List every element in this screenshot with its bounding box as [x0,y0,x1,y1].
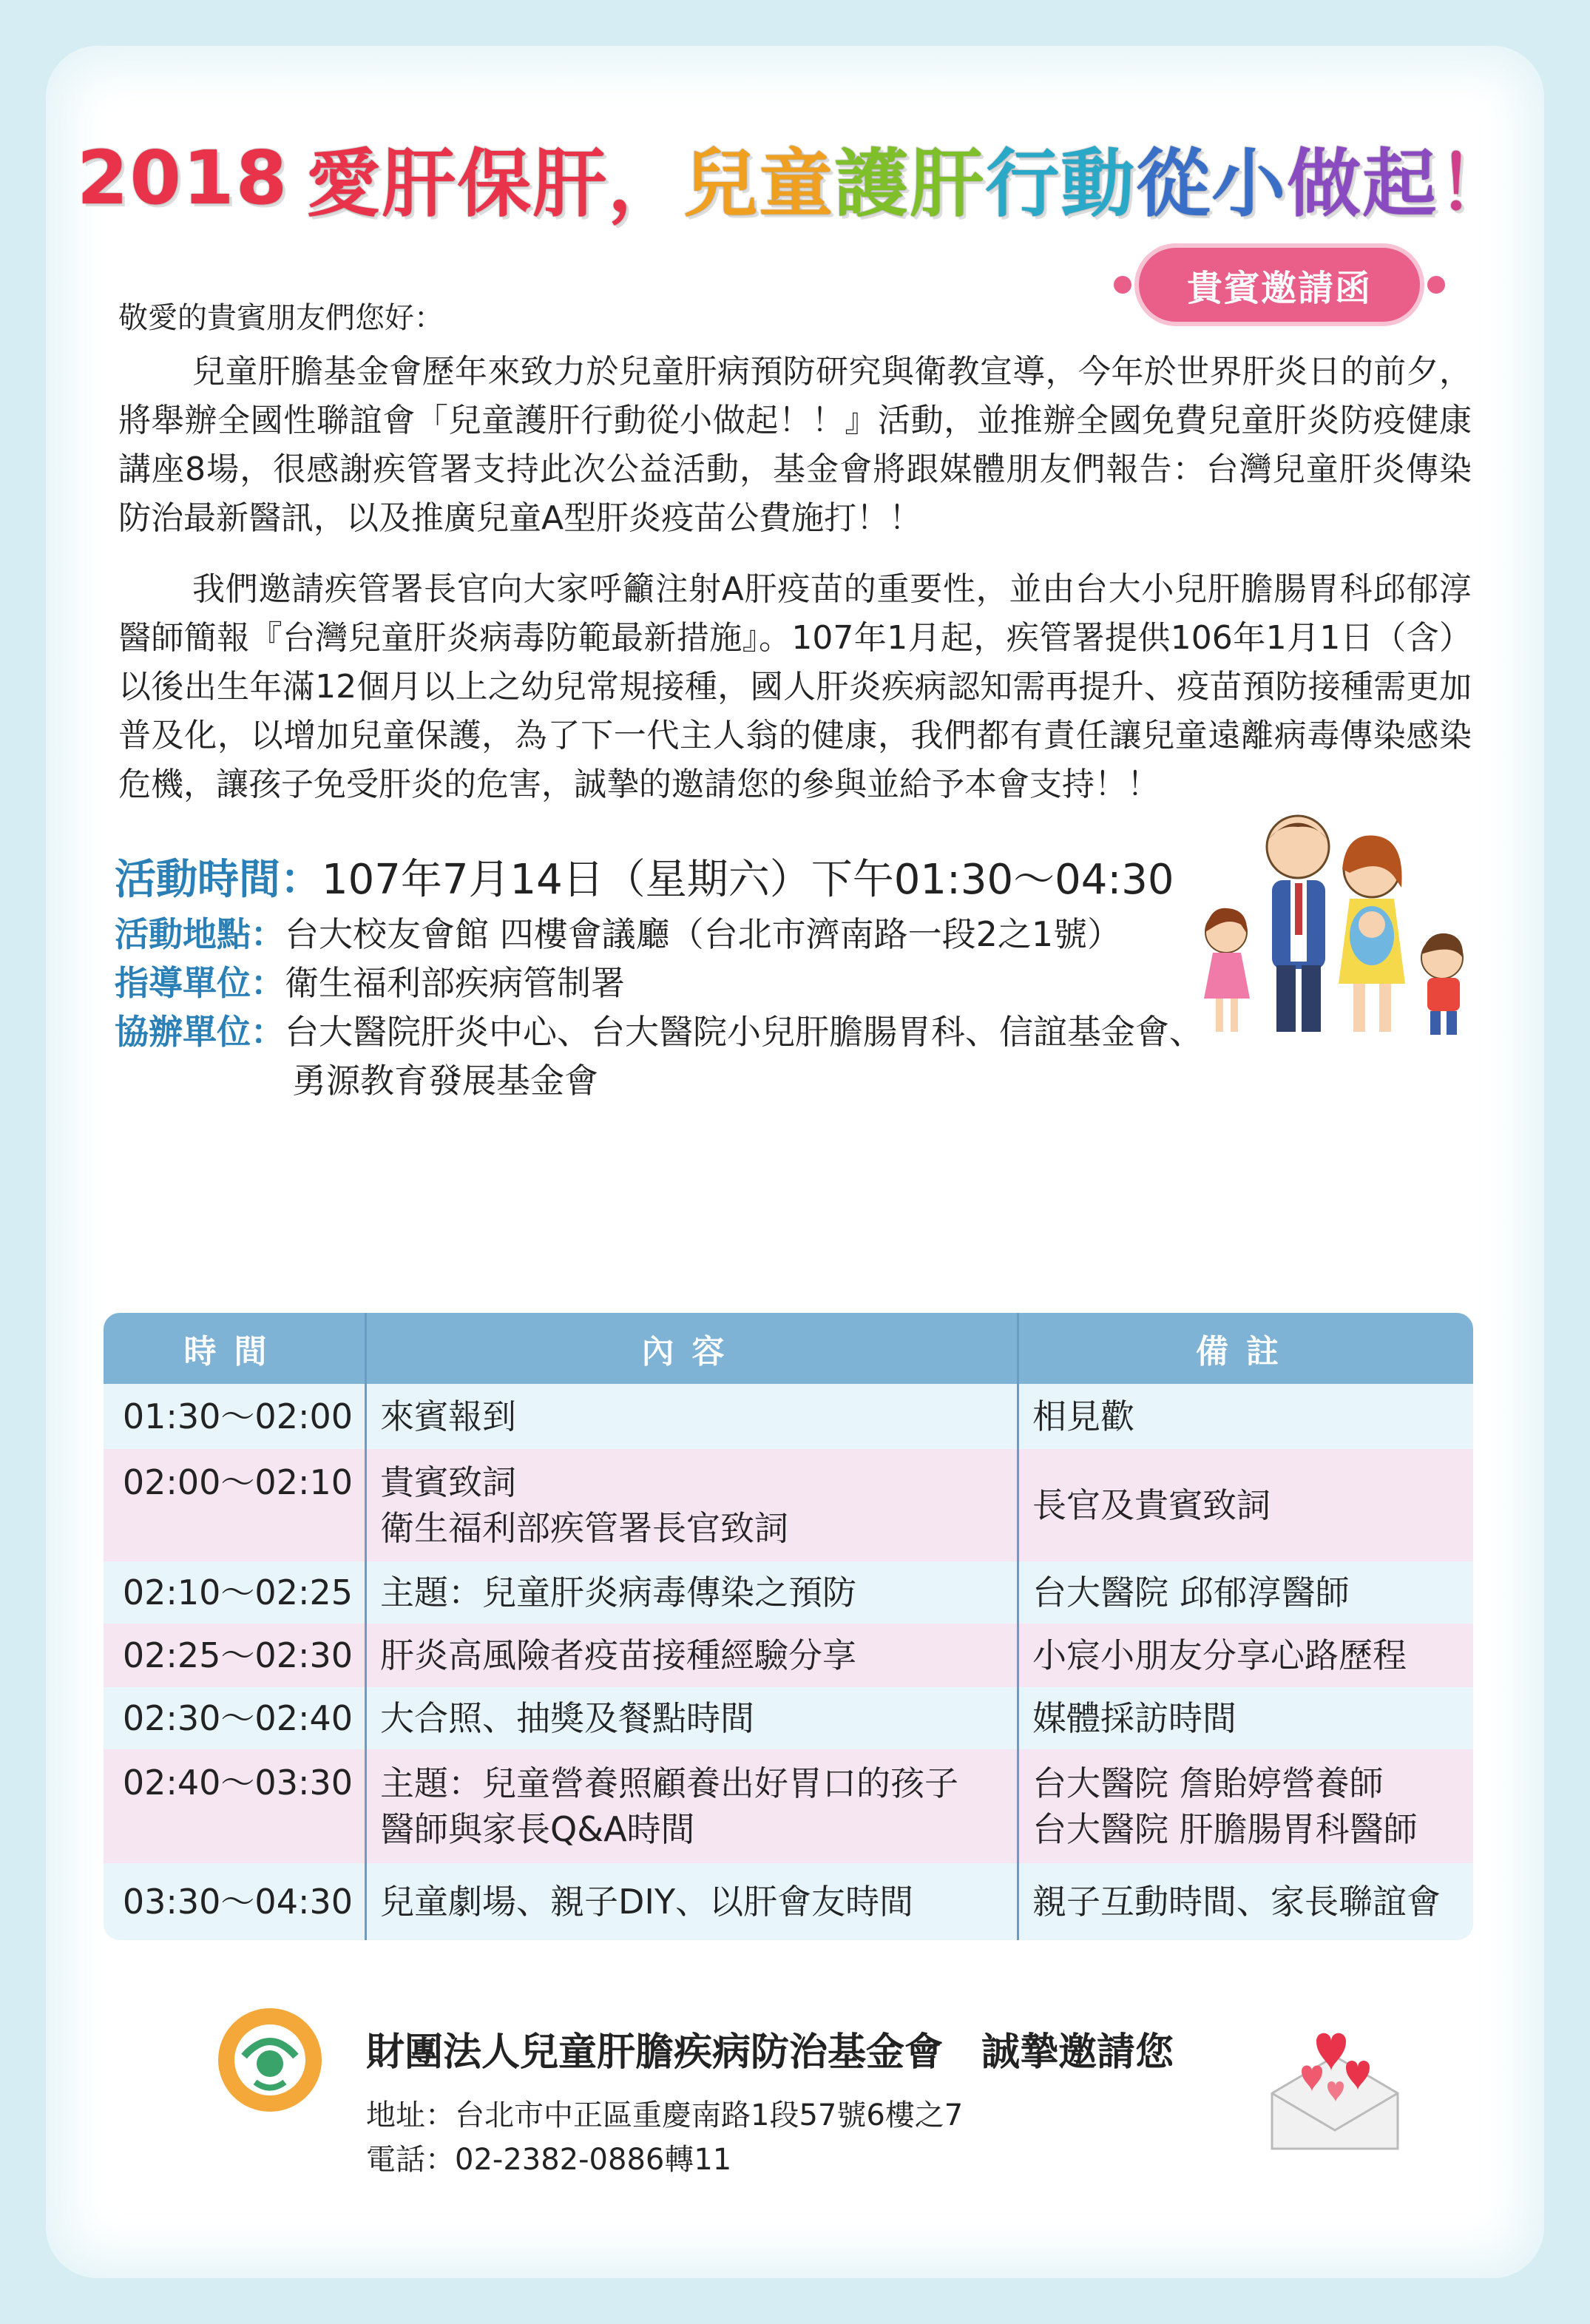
table-row-content: 兒童劇場、親子DIY、以肝會友時間 [367,1863,1019,1940]
table-header-content: 內容 [367,1313,1019,1384]
table-row-note [1019,1749,1473,1863]
address: 地址：台北市中正區重慶南路1段57號6樓之7 [366,2098,964,2132]
title-part-e: 從小 [1136,141,1288,227]
event-time-label: 活動時間： [115,856,322,904]
event-co-label: 協辦單位： [115,1012,285,1052]
table-row-time: 03:30～04:30 [104,1863,367,1940]
table-row-time: 02:00～02:10 [104,1449,367,1561]
title-year: 2018 [76,134,289,221]
paragraph-intro: 兒童肝膽基金會歷年來致力於兒童肝病預防研究與衛教宣導，今年於世界肝炎日的前夕，將舉辦全國性聯誼會「兒童護肝行動從小做起！！』活動，並推辦全國免費兒童肝炎防疫健康講座8場，很感謝疾管署支持此次公益活動，基金會將跟媒體朋友們報告：台灣兒童肝炎傳染防治最新醫訊，以及推廣兒童A型肝炎疫苗公費施打！！ [118,353,1472,537]
title-part-b: 兒童 [683,141,835,227]
event-co-value-cont: 勇源教育發展基金會 [292,1061,598,1101]
event-time-row [115,851,1203,910]
table-row-content-line: 醫師與家長Q&A時間 [380,1809,695,1849]
table-row-time: 02:30～02:40 [104,1687,367,1749]
table-header-time: 時間 [104,1313,367,1384]
event-co-value: 台大醫院肝炎中心、台大醫院小兒肝膽腸胃科、信誼基金會、 [285,1012,1203,1052]
event-guide-row [115,959,1203,1007]
paragraph-details: 我們邀請疾管署長官向大家呼籲注射A肝疫苗的重要性，並由台大小兒肝膽腸胃科邱郁淳醫師簡報『台灣兒童肝炎病毒防範最新措施』。107年1月起，疾管署提供106年1月1日（含）以後出生年滿12個月以上之幼兒常規接種，國人肝炎疾病認知需再提升、疫苗預防接種需更加普及化，以增加兒童保護，為了下一代主人翁的健康，我們都有責任讓兒童遠離病毒傳染感染危機，讓孩子免受肝炎的危害，誠摯的邀請您的參與並給予本會支持！！ [118,570,1472,803]
title-part-g: ！ [1438,141,1514,227]
event-place-label: 活動地點： [115,914,285,954]
phone: 電話：02-2382-0886轉11 [366,2143,732,2177]
table-row-content-line: 主題：兒童營養照顧養出好胃口的孩子 [380,1763,958,1803]
title-part-c: 護肝 [834,141,986,227]
schedule-table [104,1313,1473,1940]
event-info [115,851,1203,1105]
table-row-time: 02:10～02:25 [104,1561,367,1624]
page-title [76,126,1514,229]
table-row-content: 主題：兒童肝炎病毒傳染之預防 [367,1561,1019,1624]
table-row-time: 02:25～02:30 [104,1624,367,1687]
event-guide-label: 指導單位： [115,963,285,1003]
table-row-note: 小宸小朋友分享心路歷程 [1019,1624,1473,1687]
foundation-logo-icon [214,2004,325,2115]
table-row-content-line: 貴賓致詞 [380,1462,516,1502]
heart-envelope-icon [1257,2012,1413,2160]
event-place-row [115,910,1203,959]
table-row-content: 來賓報到 [367,1384,1019,1449]
table-row-note-line: 台大醫院 詹貽婷營養師 [1032,1763,1384,1803]
invitation-badge: 貴賓邀請函 [1139,248,1420,322]
event-guide-value: 衛生福利部疾病管制署 [285,963,625,1003]
table-row-note: 長官及貴賓致詞 [1019,1449,1473,1561]
event-time-value: 107年7月14日（星期六）下午01:30～04:30 [322,856,1174,904]
table-row-content: 大合照、抽獎及餐點時間 [367,1687,1019,1749]
title-part-a: 愛肝保肝 [306,141,609,227]
event-co-row [115,1007,1203,1056]
family-illustration [1198,806,1479,1043]
contact-info [366,2093,963,2182]
table-row-note: 親子互動時間、家長聯誼會 [1019,1863,1473,1940]
table-row-note: 媒體採訪時間 [1019,1687,1473,1749]
title-comma: ， [608,141,684,227]
table-row-note-line: 台大醫院 肝膽腸胃科醫師 [1032,1809,1418,1849]
table-row-content-line: 衛生福利部疾管署長官致詞 [380,1508,788,1548]
table-row-time: 01:30～02:00 [104,1384,367,1449]
table-row-content [367,1749,1019,1863]
table-row-content: 肝炎高風險者疫苗接種經驗分享 [367,1624,1019,1687]
organization-name: 財團法人兒童肝膽疾病防治基金會 誠摯邀請您 [366,2030,1174,2075]
table-row-note: 台大醫院 邱郁淳醫師 [1019,1561,1473,1624]
table-header-note: 備註 [1019,1313,1473,1384]
title-part-f: 做起 [1287,141,1438,227]
greeting: 敬愛的貴賓朋友們您好： [118,301,444,335]
table-row-content [367,1449,1019,1561]
title-part-d: 行動 [985,141,1137,227]
table-row-time: 02:40～03:30 [104,1749,367,1863]
table-row-note: 相見歡 [1019,1384,1473,1449]
event-place-value: 台大校友會館 四樓會議廳（台北市濟南路一段2之1號） [285,914,1122,954]
